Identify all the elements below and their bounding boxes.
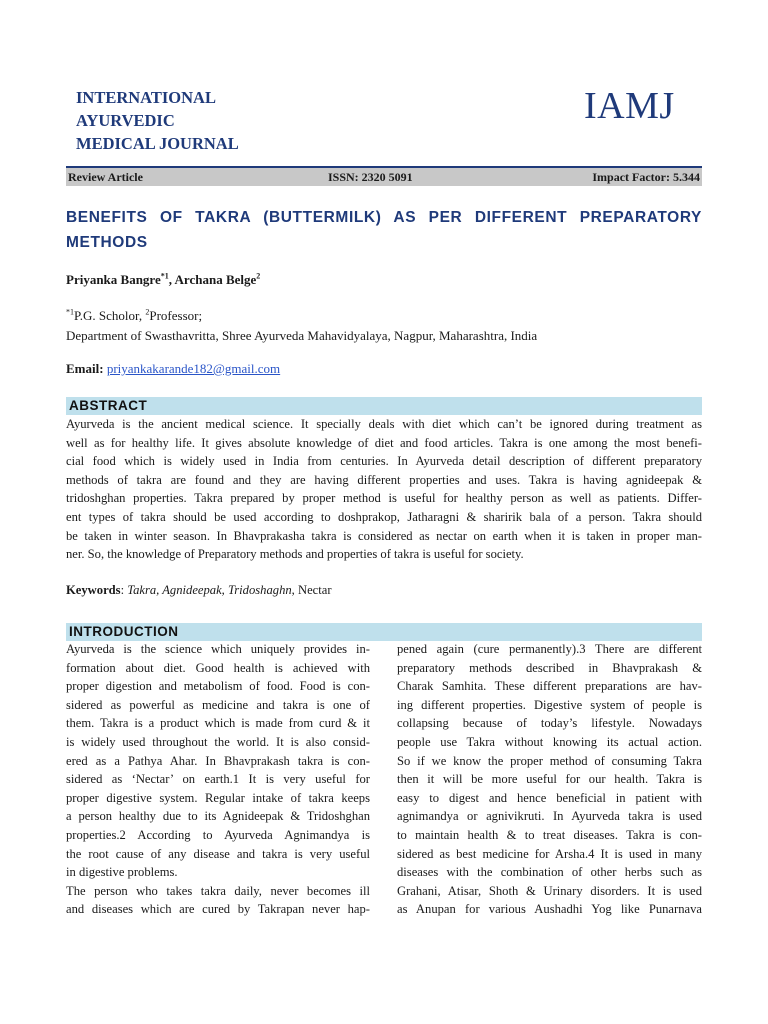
intro-left-line: in digestive problems. xyxy=(66,865,178,880)
abstract-line: Ayurveda is the ancient medical science. It specially deals with diet which can’t be ignored during treatment as xyxy=(66,417,702,431)
keywords-italic: Takra, Agnideepak, Tridoshaghn xyxy=(127,583,292,597)
intro-right-line: diseases with the combination of other herbs such as xyxy=(397,865,702,880)
abstract-body xyxy=(66,415,702,564)
intro-right-line: people use Takra without knowing its actual action. xyxy=(397,734,702,749)
intro-left-line: Ayurveda is the science which uniquely provides in- xyxy=(66,642,370,656)
intro-left-line: proper digestion and metabolism of food. Food is con- xyxy=(66,679,370,694)
authors xyxy=(66,272,260,288)
article-type: Review Article xyxy=(68,170,143,184)
journal-logo: IAMJ xyxy=(584,85,675,127)
author-1-marks: *1 xyxy=(160,271,169,281)
intro-right-line: preparatory methods described in Bhavprakash & xyxy=(397,660,702,675)
email-label: Email: xyxy=(66,361,107,376)
intro-left-line: and diseases which are cured by Takrapan never hap- xyxy=(66,902,370,917)
journal-name-line-1: INTERNATIONAL xyxy=(76,88,216,107)
intro-right-line: Charak Samhita. These different preparations are hav- xyxy=(397,679,702,694)
intro-right-line: collapsing because of today’s lifestyle. Nowadays xyxy=(397,716,702,731)
issn: ISSN: 2320 5091 xyxy=(328,170,413,184)
intro-left-line: sidered as ‘Nectar’ on earth.1 It is very useful for xyxy=(66,772,370,787)
intro-right-line: as Anupan for various Aushadhi Yog like Punarnava xyxy=(397,902,702,917)
abstract-line: be taken in winter season. In Bhavprakasha takra is considered as nectar on earth when it is taken in proper man- xyxy=(66,528,702,543)
keywords xyxy=(66,583,332,598)
intro-right-line: sidered as best medicine for Arsha.4 It is used in many xyxy=(397,846,702,861)
abstract-line: well as for healthy life. It gives absolute knowledge of diet and food articles. Takra is one among the most benefi- xyxy=(66,435,702,450)
intro-left-line: formation about diet. Good health is achieved with xyxy=(66,660,370,675)
intro-left-line: them. Takra is a product which is made from curd & it xyxy=(66,716,370,731)
intro-right-line: Grahani, Atisar, Shoth & Urinary disorders. It is used xyxy=(397,883,702,898)
intro-right-line: pened again (cure permanently).3 There are different xyxy=(397,642,702,656)
keywords-label: Keywords xyxy=(66,583,121,597)
journal-name-line-3: MEDICAL JOURNAL xyxy=(76,134,239,153)
affil-role-1: P.G. Scholor, xyxy=(74,308,146,323)
abstract-line: methods of takra are found and they are having different properties and uses. Takra is having agnideepak & xyxy=(66,472,702,487)
intro-right-line: So if we know the proper method of consuming Takra xyxy=(397,753,702,768)
article-meta-bar xyxy=(66,166,702,186)
intro-right-line: ing different properties. Digestive system of people is xyxy=(397,697,702,712)
email-link[interactable]: priyankakarande182@gmail.com xyxy=(106,361,281,376)
affiliation-department: Department of Swasthavritta, Shree Ayurveda Mahavidyalaya, Nagpur, Maharashtra, India xyxy=(66,328,538,343)
intro-right-line: easy to digest and hence beneficial in patient with xyxy=(397,790,702,805)
affil-role-2: Professor; xyxy=(149,308,203,323)
author-separator: , xyxy=(168,272,175,287)
intro-left-line: a person healthy due to its Agnideepak & Tridoshghan xyxy=(66,809,370,824)
abstract-line: ent types of takra should be used according to doshprakop, Jatharagni & sharirik bala of a person. Takra should xyxy=(66,509,702,524)
journal-name-line-2: AYURVEDIC xyxy=(76,111,175,130)
journal-name xyxy=(76,86,336,155)
intro-right-line: then it will be more useful for our health. Takra is xyxy=(397,772,702,787)
author-1: Priyanka Bangre xyxy=(66,272,161,287)
intro-left-line: sidered as powerful as medicine and takra is one of xyxy=(66,697,370,712)
intro-left-line: The person who takes takra daily, never becomes ill xyxy=(66,883,370,898)
author-2-mark: 2 xyxy=(256,271,261,281)
affiliation xyxy=(66,306,537,346)
author-2: Archana Belge xyxy=(174,272,257,287)
intro-left-line: properties.2 According to Ayurveda Agnimandya is xyxy=(66,827,370,842)
email-line xyxy=(66,361,280,377)
impact-factor: Impact Factor: 5.344 xyxy=(592,170,700,184)
intro-left-line: the root cause of any disease and takra is very useful xyxy=(66,846,370,861)
abstract-line: tridoshghan properties. Takra prepared by proper method is useful for healthy person as well as patients. Differ- xyxy=(66,491,702,506)
abstract-line: cial food which is widely used in India from centuries. In Ayurveda detail description of different preparatory xyxy=(66,454,702,469)
introduction-heading: INTRODUCTION xyxy=(66,623,702,641)
intro-right-line: to maintain health & to treat diseases. Takra is con- xyxy=(397,827,702,842)
intro-right-line: agnimandya or agnivikruti. In Ayurveda takra is used xyxy=(397,809,702,824)
intro-left-line: proper digestive system. Regular intake of takra keeps xyxy=(66,790,370,805)
introduction-right-column xyxy=(397,640,702,919)
keywords-rest: , Nectar xyxy=(291,583,332,597)
keywords-sep: : xyxy=(120,583,128,597)
introduction-left-column xyxy=(66,640,370,919)
affil-mark-2: 2 xyxy=(145,307,150,317)
intro-left-line: is widely used throughout the world. It is also consid- xyxy=(66,734,370,749)
intro-left-line: ered as a Pathya Ahar. In Bhavprakash takra is con- xyxy=(66,753,370,768)
abstract-heading: ABSTRACT xyxy=(66,397,702,415)
affil-mark-1: 1 xyxy=(70,307,74,317)
affil-star: * xyxy=(66,307,70,317)
article-title: BENEFITS OF TAKRA (BUTTERMILK) AS PER DIFFERENT PREPARATORY METHODS xyxy=(66,209,702,251)
affiliation-roles xyxy=(66,306,537,326)
abstract-line: ner. So, the knowledge of Preparatory methods and properties of takra is useful for society. xyxy=(66,547,524,562)
